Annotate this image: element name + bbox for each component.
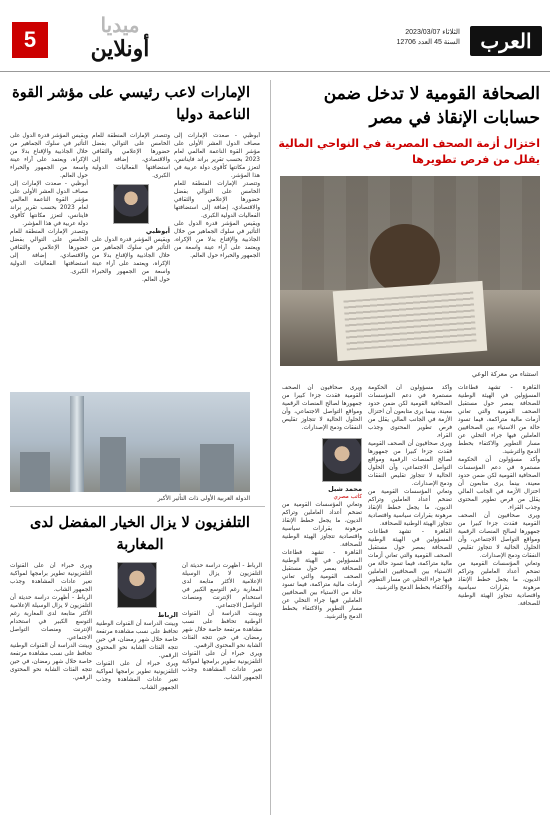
- uae-story-paragraph: ويقيس المؤشر قدرة الدول على التأثير في سلوك الجماهير من خلال الجاذبية والإقناع بدلا من الإكراه، ويعتمد على آراء عينة واسعة من الجمهور والخبراء حول العالم.: [92, 236, 170, 283]
- uae-photo-caption: الدولة العربية الأولى ذات التأثير الأكبر: [157, 495, 250, 502]
- page-number: 5: [12, 22, 48, 58]
- tv-story-paragraph: وبينت الدراسة أن القنوات الوطنية تحافظ على نسب مشاهدة مرتفعة خاصة خلال شهر رمضان، في حين تتجه الفئات الشابة نحو المحتوى الرقمي.: [182, 611, 262, 649]
- main-story-paragraph: القاهرة - تشهد قطاعات المسؤولين في الهيئة الوطنية للصحافة بمصر حول مستقبل الصحف القومية والتي تعاني أزمات مالية متراكمة، فيما تسود حالة من الاستياء بين الصحافيين العاملين فيها جراء التخلي عن مسار التطوير والاكتفاء بخطط الدمج والترشيد.: [368, 529, 452, 591]
- main-story-paragraph: القاهرة - تشهد قطاعات المسؤولين في الهيئة الوطنية للصحافة بمصر حول مستقبل الصحف القومية والتي تعاني أزمات مالية متراكمة، فيما تسود حالة من الاستياء بين الصحافيين العاملين فيها جراء التخلي عن مسار التطوير والاكتفاء بخطط الدمج والترشيد.: [282, 550, 362, 620]
- main-photo-caption: استثناء من معركة الوعي: [471, 370, 538, 378]
- main-headline: الصحافة القومية لا تدخل ضمن حسابات الإنقاذ في مصر: [323, 84, 540, 128]
- main-subheadline: اختزال أزمة الصحف المصرية في النواحي المالية يقلل من فرص تطويرها: [278, 137, 540, 166]
- uae-story-col-2: [92, 132, 170, 387]
- main-story-paragraph: ويرى صحافيون أن الصحف القومية فقدت جزءا كبيرا من جمهورها لصالح المنصات الرقمية ومواقع التواصل الاجتماعي، وأن الحلول الحالية لا تتجاوز تقليص النفقات ودمج الإصدارات.: [368, 441, 452, 487]
- photo-building: [200, 444, 234, 492]
- main-story-author: محمد شبل: [328, 485, 362, 493]
- uae-story-paragraph: وتتصدر الإمارات المنطقة للعام الخامس على التوالي بفضل حضورها الإعلامي والثقافي والاقتصادي، إضافة إلى استضافتها الفعاليات الدولية الكبرى.: [10, 229, 88, 275]
- main-story-paragraph: ويرى صحافيون أن الصحف القومية فقدت جزءا كبيرا من جمهورها لصالح المنصات الرقمية ومواقع التواصل الاجتماعي، وأن الحلول الحالية لا تتجاوز تقليص النفقات ودمج الإصدارات.: [458, 513, 540, 559]
- tv-story-headline: التلفزيون لا يزال الخيار المفضل لدى المغاربة: [30, 514, 250, 553]
- tv-story-byline: [96, 612, 178, 620]
- uae-story-paragraph: أبوظبي - صعدت الإمارات إلى مصاف الدول العشر الأولى على مؤشر القوة الناعمة العالمي لعام 2023 بحسب تقرير براند فاينانس، لتعزز مكانتها كأقوى دولة عربية في هذا المؤشر.: [174, 133, 260, 179]
- main-story-paragraph: وتعاني المؤسسات القومية من تضخم أعداد العاملين وتراكم الديون، ما يجعل خطط الإنقاذ مرهونة بقرارات سياسية واقتصادية تتجاوز الهيئة الوطنية للصحافة.: [458, 561, 540, 607]
- photo-building: [20, 452, 50, 492]
- uae-story-paragraph: ويقيس المؤشر قدرة الدول على التأثير في سلوك الجماهير من خلال الجاذبية والإقناع بدلا من الإكراه، ويعتمد على آراء عينة واسعة من الجمهور والخبراء حول العالم.: [10, 133, 88, 179]
- section-title-media: ميديا: [100, 13, 140, 37]
- tv-story-paragraph: ويرى خبراء أن على القنوات التلفزيونية تطوير برامجها لمواكبة تغير عادات المشاهدة وجذب الجمهور الشاب.: [96, 660, 178, 691]
- main-story-paragraph: وأكد مسؤولون أن الحكومة مستمرة في دعم المؤسسات الصحافية القومية لكن ضمن حدود معينة، بينما يرى متابعون أن اختزال الأزمة في الجانب المالي يقلل من فرص تطوير المحتوى وجذب القراء.: [368, 385, 452, 439]
- masthead: [0, 0, 550, 72]
- main-story-author-title: كاتب مصري: [333, 493, 362, 500]
- tv-story-paragraph: ويرى خبراء أن على القنوات التلفزيونية تطوير برامجها لمواكبة تغير عادات المشاهدة وجذب الجمهور الشاب.: [10, 563, 92, 593]
- photo-building: [100, 437, 126, 492]
- main-story-col-1: [458, 384, 540, 814]
- uae-story-paragraph: وتتصدر الإمارات المنطقة للعام الخامس على التوالي بفضل حضورها الإعلامي والثقافي والاقتصادي، إضافة إلى استضافتها الفعاليات الدولية الكبرى.: [92, 133, 170, 179]
- uae-story-paragraph: أبوظبي - صعدت الإمارات إلى مصاف الدول العشر الأولى على مؤشر القوة الناعمة العالمي لعام 2023 بحسب تقرير براند فاينانس، لتعزز مكانتها كأقوى دولة عربية في هذا المؤشر.: [10, 181, 88, 227]
- tv-story-paragraph: وبينت الدراسة أن القنوات الوطنية تحافظ على نسب مشاهدة مرتفعة خاصة خلال شهر رمضان، في حين تتجه الفئات الشابة نحو المحتوى الرقمي.: [96, 620, 178, 659]
- main-story-byline: [282, 486, 362, 501]
- tv-story-paragraph: الرباط - أظهرت دراسة حديثة أن التلفزيون لا يزال الوسيلة الإعلامية الأكثر متابعة لدى المغاربة رغم التوسع الكبير في استخدام الإنترنت ومنصات التواصل الاجتماعي.: [10, 595, 92, 641]
- main-story-col-2: [368, 384, 452, 814]
- newspaper-logo: العرب: [470, 26, 542, 56]
- main-story-author-photo: [322, 438, 362, 482]
- main-story-paragraph: القاهرة - تشهد قطاعات المسؤولين في الهيئة الوطنية للصحافة بمصر حول مستقبل الصحف القومية والتي تعاني أزمات مالية متراكمة، فيما تسود حالة من الاستياء بين الصحافيين العاملين فيها جراء التخلي عن مسار التطوير والاكتفاء بخطط الدمج والترشيد.: [458, 385, 540, 455]
- main-story-col-3: [282, 384, 362, 814]
- tv-story-col-2: [96, 562, 178, 814]
- photo-newspaper: [333, 281, 488, 361]
- issue-number: السنة 45 العدد 12706: [396, 39, 460, 46]
- uae-story-dateline: أبوظبي: [145, 227, 170, 235]
- tv-story-paragraph: الرباط - أظهرت دراسة حديثة أن التلفزيون لا يزال الوسيلة الإعلامية الأكثر متابعة لدى المغاربة رغم التوسع الكبير في استخدام الإنترنت ومنصات التواصل الاجتماعي.: [182, 563, 262, 609]
- tv-story-paragraph: وبينت الدراسة أن القنوات الوطنية تحافظ على نسب مشاهدة مرتفعة خاصة خلال شهر رمضان، في حين تتجه الفئات الشابة نحو المحتوى الرقمي.: [10, 643, 92, 681]
- issue-info: [396, 28, 460, 48]
- photo-building: [140, 458, 180, 492]
- main-story-paragraph: وأكد مسؤولون أن الحكومة مستمرة في دعم المؤسسات الصحافية القومية لكن ضمن حدود معينة، بينما يرى متابعون أن اختزال الأزمة في الجانب المالي يقلل من فرص تطوير المحتوى وجذب القراء.: [458, 457, 540, 511]
- uae-story-byline: [92, 228, 170, 236]
- uae-story-col-1: [174, 132, 260, 387]
- issue-date: الثلاثاء 2023/03/07: [405, 29, 460, 36]
- main-story-paragraph: وتعاني المؤسسات القومية من تضخم أعداد العاملين وتراكم الديون، ما يجعل خطط الإنقاذ مرهونة بقرارات سياسية واقتصادية تتجاوز الهيئة الوطنية للصحافة.: [368, 489, 452, 527]
- uae-story-author-photo: [113, 184, 149, 224]
- section-title-online: أونلاين: [90, 36, 150, 62]
- tv-story-dateline: الرباط: [157, 611, 178, 619]
- main-photo-man-reading-newspaper: [280, 176, 540, 366]
- uae-story-paragraph: وتتصدر الإمارات المنطقة للعام الخامس على التوالي بفضل حضورها الإعلامي والثقافي والاقتصادي، إضافة إلى استضافتها الفعاليات الدولية الكبرى.: [174, 181, 260, 219]
- column-divider: [270, 80, 271, 815]
- tv-story-author-photo: [117, 562, 157, 608]
- photo-tower: [70, 396, 84, 492]
- uae-skyline-photo: [10, 392, 250, 492]
- story-divider: [10, 506, 265, 507]
- tv-story-col-1: [182, 562, 262, 814]
- uae-story-col-3: [10, 132, 88, 387]
- main-story-paragraph: ويرى صحافيون أن الصحف القومية فقدت جزءا كبيرا من جمهورها لصالح المنصات الرقمية ومواقع التواصل الاجتماعي، وأن الحلول الحالية لا تتجاوز تقليص النفقات ودمج الإصدارات.: [282, 385, 362, 431]
- section-logo: [60, 14, 180, 62]
- tv-story-col-3: [10, 562, 92, 814]
- uae-story-paragraph: ويقيس المؤشر قدرة الدول على التأثير في سلوك الجماهير من خلال الجاذبية والإقناع بدلا من الإكراه، ويعتمد على آراء عينة واسعة من الجمهور والخبراء حول العالم.: [174, 221, 260, 259]
- uae-story-headline: الإمارات لاعب رئيسي على مؤشر القوة الناعمة دوليا: [12, 84, 250, 123]
- tv-story-paragraph: ويرى خبراء أن على القنوات التلفزيونية تطوير برامجها لمواكبة تغير عادات المشاهدة وجذب الجمهور الشاب.: [182, 651, 262, 681]
- main-story-paragraph: وتعاني المؤسسات القومية من تضخم أعداد العاملين وتراكم الديون، ما يجعل خطط الإنقاذ مرهونة بقرارات سياسية واقتصادية تتجاوز الهيئة الوطنية للصحافة.: [282, 502, 362, 548]
